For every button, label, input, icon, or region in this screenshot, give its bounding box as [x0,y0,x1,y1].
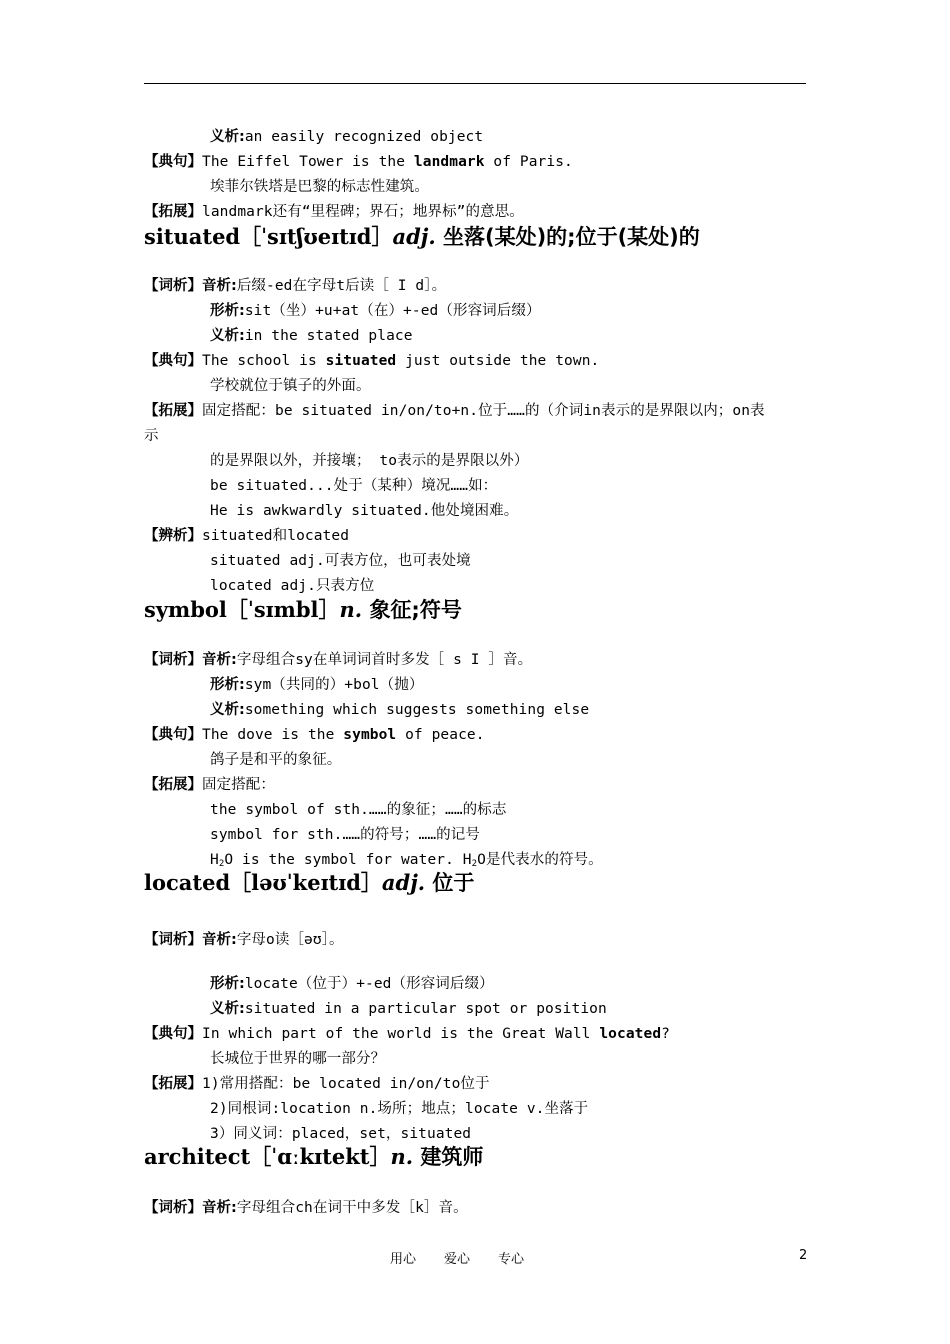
footer-word: 专心 [498,1252,525,1267]
meaning-line [210,999,607,1019]
line-text: O是代表水的符号。 [477,852,603,868]
meaning-line [210,326,413,346]
entry-heading-situated [144,223,700,251]
label-meaning: 义析: [210,328,245,344]
line-text: 字母组合ch在词干中多发［k］音。 [236,1200,468,1216]
translation-line: 长城位于世界的哪一部分？ [210,1051,386,1067]
footer-word: 爱心 [444,1252,471,1267]
phonetic: ［ˈsɪmbl］ [226,597,340,622]
headword-meaning: 位于 [432,871,475,895]
form-line [210,301,541,321]
headword-meaning: 建筑师 [420,1145,484,1169]
tag-extension: 【拓展】 [144,204,202,220]
wrapped-line: 示 [144,428,159,444]
line-text: sit（坐）+u+at（在）+-ed（形容词后缀） [244,303,541,319]
line-text: H [210,852,219,868]
analysis-line [144,930,344,950]
line-text: something which suggests something else [244,702,590,718]
line-text: of Paris. [484,154,573,170]
headword-meaning: 象征;符号 [369,598,462,622]
translation-line: 埃菲尔铁塔是巴黎的标志性建筑。 [210,179,429,195]
line-text: ? [661,1026,670,1042]
tag-distinction: 【辨析】 [144,528,202,544]
example-line [144,351,599,371]
analysis-line [144,276,446,296]
keyword: situated [325,353,397,369]
text-line: located adj.只表方位 [210,578,375,594]
line-text: 后缀-ed在字母t后读［ I d］。 [236,278,447,294]
part-of-speech: n. [390,1144,414,1169]
line-text: sym（共同的）+bol（抛） [244,677,424,693]
tag-example: 【典句】 [144,154,202,170]
label-sound: 音析: [202,278,237,294]
part-of-speech: adj. [381,870,426,895]
line-text: landmark还有“里程碑；界石；地界标”的意思。 [202,204,524,220]
part-of-speech: adj. [392,224,436,249]
meaning-line [210,700,589,720]
text-line: He is awkwardly situated.他处境困难。 [210,503,519,519]
line-text: The school is [202,353,326,369]
text-line: 的是界限以外，并接壤； to表示的是界限以外） [210,453,529,469]
line-text: O is the symbol for water. H [224,852,472,868]
analysis-line [144,650,532,670]
headword: architect [144,1144,251,1169]
headword: symbol [144,597,227,622]
example-line [144,725,485,745]
header-rule [144,83,806,84]
text-line: 3）同义词：placed，set，situated [210,1126,472,1142]
extension-line [144,775,275,795]
tag-analysis: 【词析】 [144,932,202,948]
tag-extension: 【拓展】 [144,1076,202,1092]
tag-analysis: 【词析】 [144,1200,202,1216]
line-text: situated和located [202,528,350,544]
form-line [210,974,494,994]
text-line: symbol for sth.……的符号；……的记号 [210,827,480,843]
keyword: landmark [413,154,485,170]
line-text: The Eiffel Tower is the [202,154,414,170]
line-text: 字母组合sy在单词词首时多发［ s I ］音。 [236,652,533,668]
keyword: symbol [343,727,397,743]
entry-heading-located [144,869,474,897]
example-line [144,1024,670,1044]
form-line [210,675,423,695]
line-text: situated in a particular spot or position [244,1001,607,1017]
analysis-line [144,1198,468,1218]
extension-line [144,1074,490,1094]
translation-line: 鸽子是和平的象征。 [210,752,342,768]
tag-analysis: 【词析】 [144,652,202,668]
extension-line [144,401,765,421]
translation-line: 学校就位于镇子的外面。 [210,378,371,394]
phonetic: ［ləʊˈkeɪtɪd］ [230,870,382,895]
phonetic: ［ˈɑːkɪtekt］ [250,1144,391,1169]
line-text: 固定搭配：be situated in/on/to+n.位于……的（介词in表示的是界限以内；on表 [202,403,765,419]
tag-example: 【典句】 [144,1026,202,1042]
line-text: in the stated place [244,328,413,344]
label-sound: 音析: [202,652,237,668]
meaning-line [210,127,483,147]
headword: situated [144,224,241,249]
line-text: In which part of the world is the Great Wall [202,1026,600,1042]
tag-example: 【典句】 [144,727,202,743]
line-text: locate（位于）+-ed（形容词后缀） [244,976,494,992]
page-footer [390,1248,552,1267]
tag-extension: 【拓展】 [144,403,202,419]
line-text: of peace. [396,727,485,743]
subscript: 2 [218,859,225,869]
line-text: 字母o读［əʊ］。 [236,932,344,948]
label-form: 形析: [210,677,245,693]
line-text: an easily recognized object [244,129,484,145]
part-of-speech: n. [339,597,363,622]
line-text: 1)常用搭配：be located in/on/to位于 [202,1076,490,1092]
text-line: be situated...处于（某种）境况……如： [210,478,498,494]
text-line: 2)同根词:location n.场所；地点；locate v.坐落于 [210,1101,589,1117]
text-line: situated adj.可表方位，也可表处境 [210,553,471,569]
label-meaning: 义析: [210,1001,245,1017]
headword-meaning: 坐落(某处)的;位于(某处)的 [442,225,700,249]
label-meaning: 义析: [210,129,245,145]
line-text: The dove is the [202,727,344,743]
line-text: just outside the town. [396,353,600,369]
example-line [144,152,573,172]
tag-example: 【典句】 [144,353,202,369]
phonetic: ［ˈsɪtʃʊeɪtɪd］ [240,224,393,249]
label-sound: 音析: [202,932,237,948]
keyword: located [599,1026,662,1042]
label-form: 形析: [210,976,245,992]
extension-line [144,202,524,222]
text-line: the symbol of sth.……的象征；……的标志 [210,802,507,818]
page-number: 2 [799,1248,808,1263]
entry-heading-architect [144,1143,483,1171]
tag-analysis: 【词析】 [144,278,202,294]
label-sound: 音析: [202,1200,237,1216]
label-meaning: 义析: [210,702,245,718]
tag-extension: 【拓展】 [144,777,202,793]
footer-word: 用心 [390,1252,417,1267]
headword: located [144,870,231,895]
entry-heading-symbol [144,596,462,624]
subscript: 2 [471,859,478,869]
distinction-line [144,526,349,546]
line-text: 固定搭配： [202,777,275,793]
label-form: 形析: [210,303,245,319]
